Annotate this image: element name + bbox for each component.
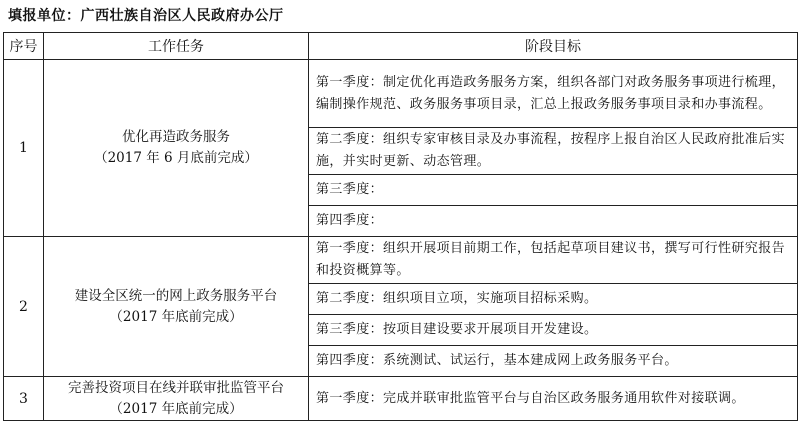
column-header-goal: 阶段目标 [309, 33, 798, 60]
task-cell [44, 377, 309, 421]
goal-cell: 第二季度：组织项目立项，实施项目招标采购。 [309, 284, 798, 315]
seq-cell: 3 [4, 377, 44, 421]
seq-cell: 1 [4, 60, 44, 237]
column-header-seq: 序号 [4, 33, 44, 60]
seq-cell: 2 [4, 237, 44, 377]
goal-cell: 第四季度： [309, 206, 798, 237]
table-row [4, 237, 798, 284]
task-deadline: （2017 年底前完成） [109, 308, 243, 325]
goal-cell: 第三季度： [309, 175, 798, 206]
goal-cell: 第四季度：系统测试、试运行，基本建成网上政务服务平台。 [309, 346, 798, 377]
goal-cell: 第一季度：制定优化再造政务服务方案，组织各部门对政务服务事项进行梳理，编制操作规范、政务服务事项目录，汇总上报政务服务事项目录和办事流程。 [309, 60, 798, 128]
task-cell [44, 237, 309, 377]
goal-cell: 第一季度：完成并联审批监管平台与自治区政务服务通用软件对接联调。 [309, 377, 798, 421]
task-deadline: （2017 年 6 月底前完成） [94, 150, 258, 166]
table-header-row [4, 33, 798, 60]
goal-cell: 第二季度：组织专家审核目录及办事流程，按程序上报自治区人民政府批准后实施，并实时更新、动态管理。 [309, 128, 798, 175]
table-row [4, 60, 798, 128]
column-header-task: 工作任务 [44, 33, 309, 60]
task-name: 完善投资项目在线并联审批监管平台 [68, 379, 284, 396]
task-deadline: （2017 年底前完成） [109, 400, 243, 417]
table-row [4, 377, 798, 421]
task-table [3, 32, 798, 421]
task-name: 优化再造政务服务 [122, 129, 230, 145]
filler-unit-label: 填报单位：广西壮族自治区人民政府办公厅 [8, 8, 284, 24]
goal-cell: 第三季度：按项目建设要求开展项目开发建设。 [309, 315, 798, 346]
task-cell [44, 60, 309, 237]
task-name: 建设全区统一的网上政务服务平台 [74, 287, 278, 304]
goal-cell: 第一季度：组织开展项目前期工作，包括起草项目建议书，撰写可行性研究报告和投资概算等。 [309, 237, 798, 284]
